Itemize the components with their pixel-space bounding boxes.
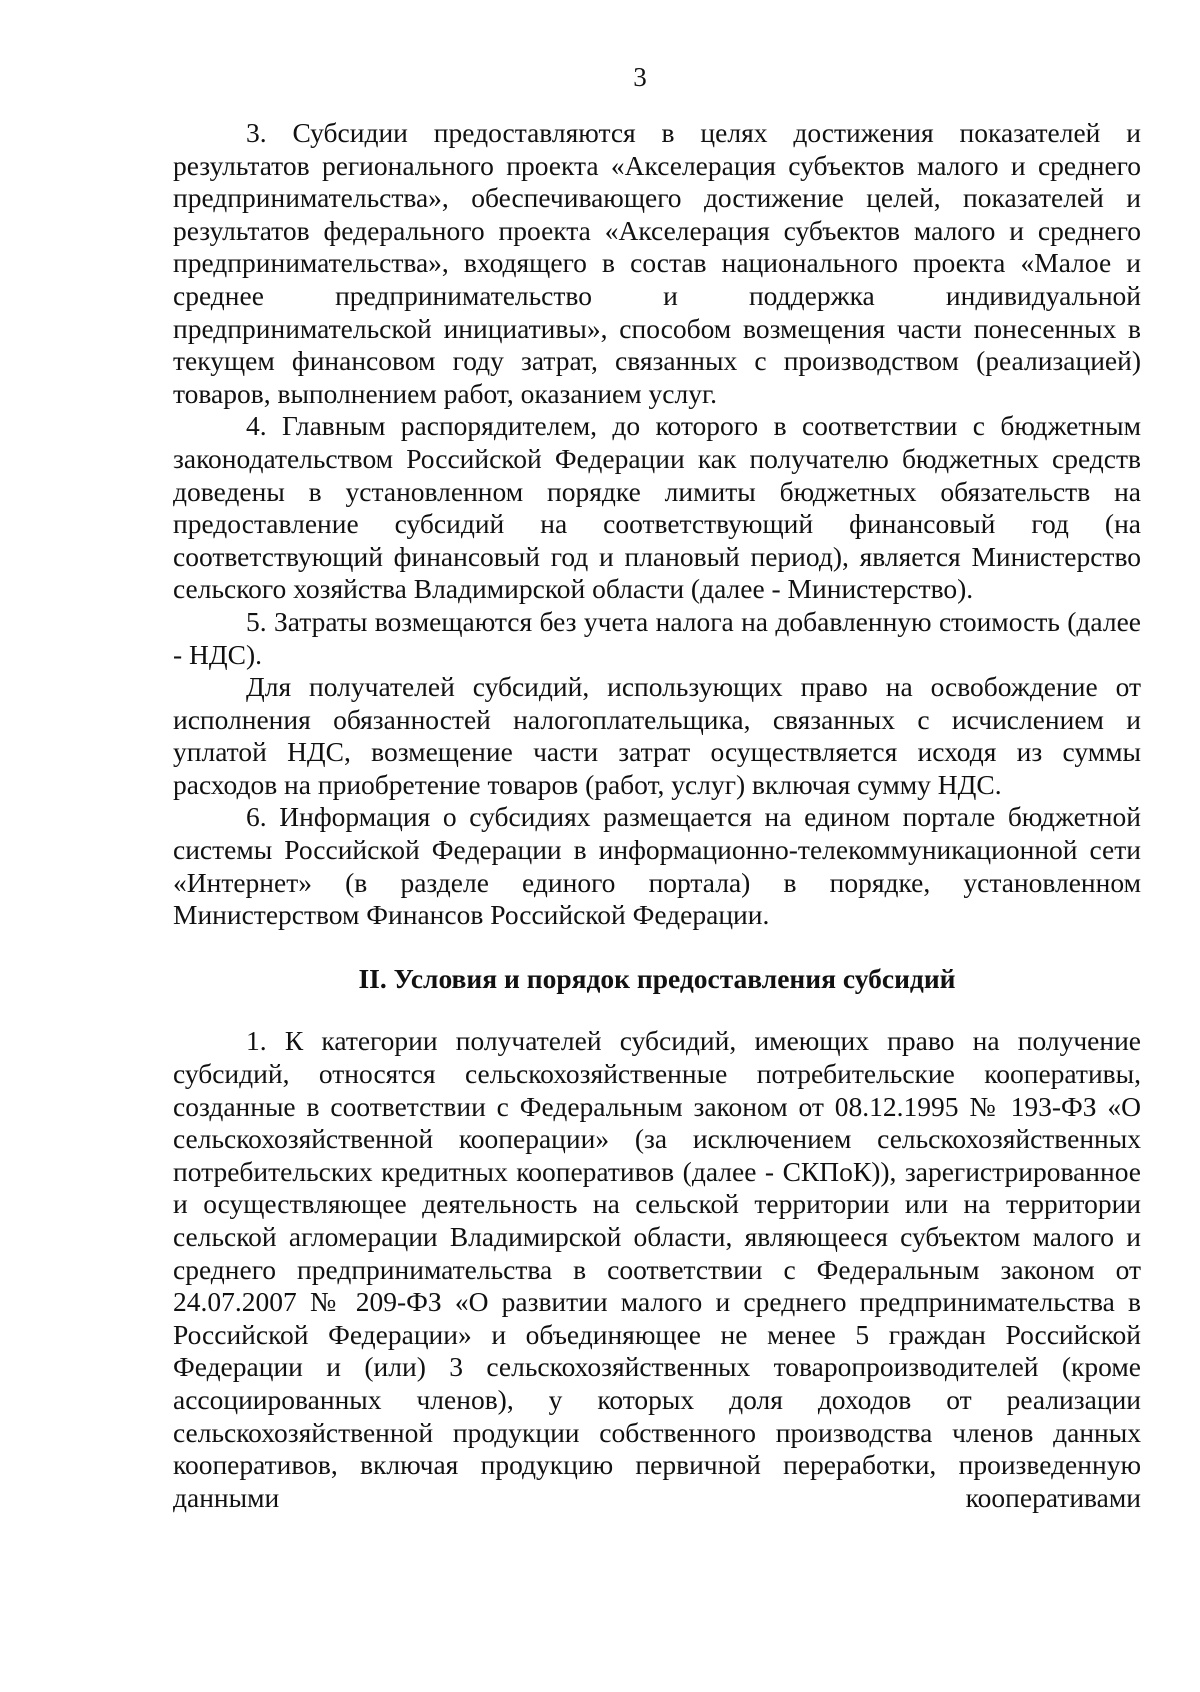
paragraph-6: 6. Информация о субсидиях размещается на едином портале бюджетной системы Российской Федерации в информационно-телекоммуникационной сети «Интернет» (в разделе единого портала) в порядке, установленном Министерством Финансов Российской Федерации. <box>173 801 1141 931</box>
paragraph-vat-exemption: Для получателей субсидий, использующих право на освобождение от исполнения обязанностей налогоплательщика, связанных с исчислением и уплатой НДС, возмещение части затрат осуществляется исходя из суммы расходов на приобретение товаров (работ, услуг) включая сумму НДС. <box>173 671 1141 800</box>
paragraph-section2-1: 1. К категории получателей субсидий, имеющих право на получение субсидий, относятся сельскохозяйственные потребительские кооперативы, созданные в соответствии с Федеральным законом от 08.12.1995 № 193-ФЗ «О сельскохозяйственной кооперации» (за исключением сельскохозяйственных потребительских кредитных кооперативов (далее - СКПоК)), зарегистрированное и осуществляющее деятельность на сельской территории или на территории сельской агломерации Владимирской области, являющееся субъектом малого и среднего предпринимательства в соответствии с Федеральным законом от 24.07.2007 № 209-ФЗ «О развитии малого и среднего предпринимательства в Российской Федерации» и объединяющее не менее 5 граждан Российской Федерации и (или) 3 сельскохозяйственных товаропроизводителей (кроме ассоциированных членов), у которых доля доходов от реализации сельскохозяйственной продукции собственного производства членов данных кооперативов, включая продукцию первичной переработки, произведенную данными кооперативами <box>173 1025 1141 1513</box>
section-heading: II. Условия и порядок предоставления субсидий <box>358 962 956 994</box>
paragraph-3: 3. Субсидии предоставляются в целях достижения показателей и результатов регионального проекта «Акселерация субъектов малого и среднего предпринимательства», обеспечивающего достижение целей, показателей и результатов федерального проекта «Акселерация субъектов малого и среднего предпринимательства», входящего в состав национального проекта «Малое и среднее предпринимательство и поддержка индивидуальной предпринимательской инициативы», способом возмещения части понесенных в текущем финансовом году затрат, связанных с производством (реализацией) товаров, выполнением работ, оказанием услуг. <box>173 117 1141 409</box>
document-body <box>173 117 1141 1514</box>
paragraph-5: 5. Затраты возмещаются без учета налога на добавленную стоимость (далее - НДС). <box>173 605 1141 670</box>
paragraph-4: 4. Главным распорядителем, до которого в соответствии с бюджетным законодательством Российской Федерации как получателю бюджетных средств доведены в установленном порядке лимиты бюджетных обязательств на предоставление субсидий на соответствующий финансовый год (на соответствующий финансовый год и плановый период), является Министерство сельского хозяйства Владимирской области (далее - Министерство). <box>173 410 1141 605</box>
page-number: 3 <box>633 62 647 92</box>
